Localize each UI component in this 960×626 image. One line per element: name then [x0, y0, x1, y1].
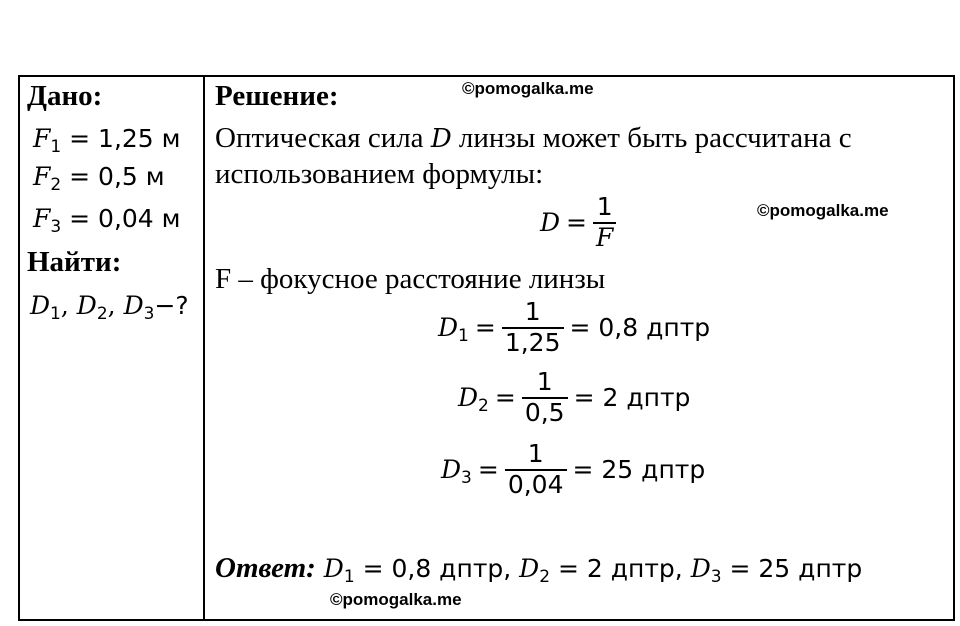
fraction-numerator: 1 [527, 439, 544, 468]
given-index: 1 [50, 137, 62, 157]
answer-value: = 2 дптр, [550, 554, 691, 583]
calc-equals: = [474, 313, 496, 343]
calc-result: = 25 дптр [572, 455, 706, 485]
answer-symbol: D [323, 554, 344, 583]
answer-index: 2 [539, 567, 551, 587]
watermark-top: ©pomogalka.me [462, 79, 594, 98]
calc-equals: = [494, 383, 516, 413]
fraction-denominator: 1,25 [504, 327, 561, 357]
formula-fraction [593, 193, 616, 253]
find-question: −? [154, 291, 189, 320]
calc-letter: D [438, 313, 459, 343]
calc-index: 3 [461, 468, 472, 489]
answer-symbol: D [690, 554, 711, 583]
formula-lhs: D [540, 208, 561, 238]
given-index: 2 [50, 175, 62, 195]
fraction-numerator: 1 [596, 192, 613, 221]
calc-result: = 0,8 дптр [569, 313, 711, 343]
calc-d2 [458, 368, 690, 428]
find-expression [30, 291, 189, 324]
calc-index: 2 [478, 396, 489, 417]
given-index: 3 [50, 217, 62, 237]
answer-value: = 0,8 дптр, [354, 554, 520, 583]
fraction-denominator: 0,5 [524, 397, 565, 427]
find-index: 3 [143, 304, 155, 324]
fraction-denominator: F [596, 222, 614, 252]
answer-index: 3 [710, 567, 722, 587]
find-separator: , [107, 291, 124, 320]
find-index: 2 [96, 304, 108, 324]
given-heading: Дано: [27, 80, 103, 112]
given-symbol: F [33, 204, 51, 233]
calc-symbol [458, 383, 489, 417]
intro-line-1 [215, 122, 852, 155]
answer-line [215, 552, 862, 585]
fraction-numerator: 1 [524, 297, 541, 326]
calc-fraction [522, 368, 568, 428]
find-separator: , [60, 291, 77, 320]
calc-d1 [438, 298, 710, 358]
answer-symbol: D [519, 554, 540, 583]
find-symbol: D [30, 291, 51, 320]
answer-value: = 25 дптр [721, 554, 863, 583]
intro-text: Оптическая сила [215, 122, 431, 154]
find-heading: Найти: [27, 246, 122, 278]
formula-equals: = [566, 208, 587, 238]
given-value: = 1,25 м [69, 124, 181, 153]
given-item-f1 [33, 124, 181, 157]
given-symbol: F [33, 162, 51, 191]
given-item-f3 [33, 204, 181, 237]
given-item-f2 [33, 162, 165, 195]
focal-length-note: F – фокусное расстояние линзы [215, 263, 606, 295]
given-symbol: F [33, 124, 51, 153]
calc-letter: D [441, 455, 462, 485]
answer-index: 1 [343, 567, 355, 587]
intro-line-2: использованием формулы: [215, 158, 544, 190]
watermark-bottom: ©pomogalka.me [330, 590, 462, 609]
solution-heading: Решение: [215, 80, 339, 112]
calc-fraction [505, 440, 567, 500]
lens-power-formula [540, 193, 616, 253]
watermark-middle: ©pomogalka.me [757, 201, 889, 220]
given-value: = 0,5 м [69, 162, 165, 191]
calc-symbol [438, 313, 469, 347]
calc-symbol [441, 455, 472, 489]
given-value: = 0,04 м [69, 204, 181, 233]
calc-fraction [502, 298, 564, 358]
find-index: 1 [50, 304, 61, 324]
intro-symbol: D [430, 124, 452, 154]
fraction-denominator: 0,04 [507, 469, 564, 499]
fraction-numerator: 1 [536, 367, 553, 396]
calc-index: 1 [458, 326, 469, 347]
answer-label: Ответ: [215, 552, 316, 584]
column-divider [203, 75, 205, 621]
find-symbol: D [123, 291, 144, 320]
calc-d3 [441, 440, 705, 500]
calc-result: = 2 дптр [573, 383, 691, 413]
intro-text: линзы может быть рассчитана с [451, 122, 852, 154]
calc-equals: = [477, 455, 499, 485]
find-symbol: D [76, 291, 97, 320]
calc-letter: D [458, 383, 479, 413]
